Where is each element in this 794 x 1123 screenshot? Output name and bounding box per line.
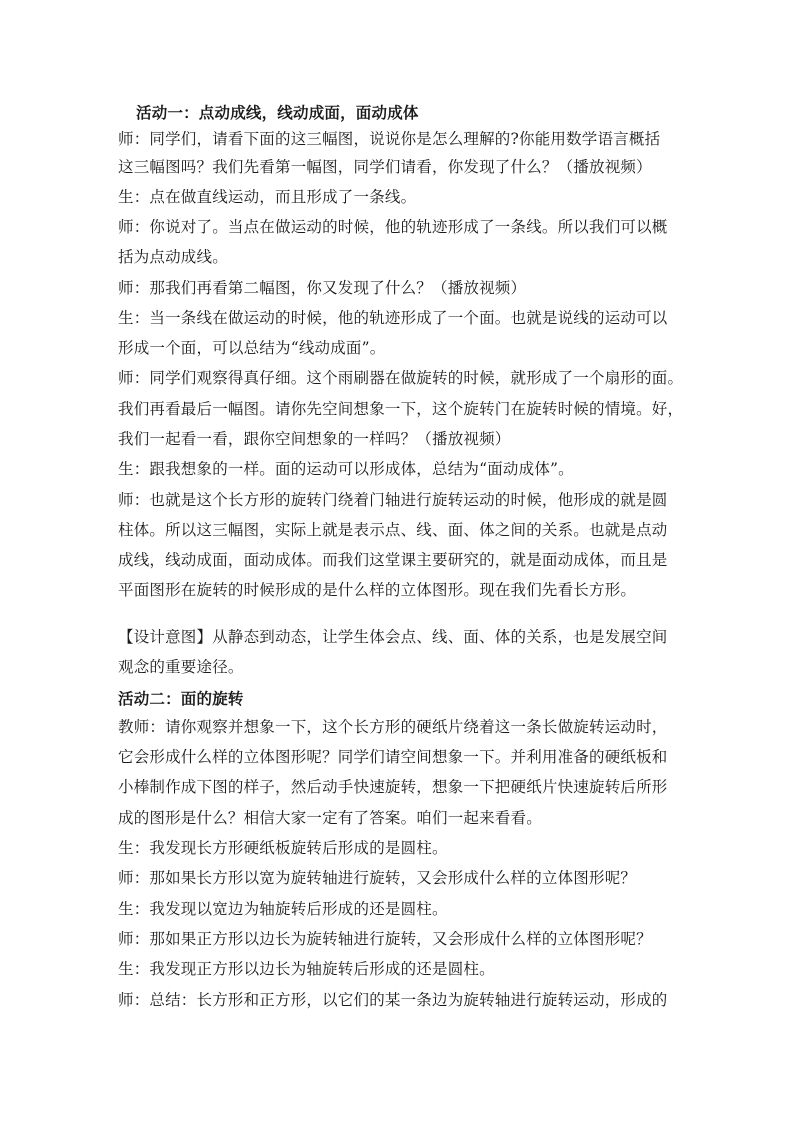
paragraph-line: 生：我发现以宽边为轴旋转后形成的还是圆柱。 (118, 900, 448, 918)
paragraph-line: 生：当一条线在做运动的时候，他的轨迹形成了一个面。也就是说线的运动可以 (118, 309, 668, 327)
paragraph-line: 我们一起看一看，跟你空间想象的一样吗？（播放视频） (118, 430, 511, 448)
paragraph-line: 生：我发现正方形以边长为轴旋转后形成的还是圆柱。 (118, 960, 495, 978)
paragraph-line: 生：跟我想象的一样。面的运动可以形成体，总结为“面动成体”。 (118, 460, 574, 478)
paragraph-line: 括为点动成线。 (118, 248, 228, 266)
paragraph-line: 我们再看最后一幅图。请你先空间想象一下，这个旋转门在旋转时候的情境。好， (118, 400, 684, 418)
paragraph-line: 形成一个面，可以总结为“线动成面”。 (118, 339, 386, 357)
activity-two-heading: 活动二：面的旋转 (118, 689, 244, 708)
paragraph-line: 小棒制作成下图的样子，然后动手快速旋转，想象一下把硬纸片快速旋转后所形 (118, 778, 668, 796)
paragraph-line: 柱体。所以这三幅图，实际上就是表示点、线、面、体之间的关系。也就是点动 (118, 521, 668, 539)
paragraph-line: 教师：请你观察并想象一下，这个长方形的硬纸片绕着这一条长做旋转运动时， (118, 718, 668, 736)
paragraph-line: 师：那如果长方形以宽为旋转轴进行旋转，又会形成什么样的立体图形呢？ (118, 869, 637, 887)
paragraph-line: 师：同学们观察得真仔细。这个雨刷器在做旋转的时候，就形成了一个扇形的面。 (118, 369, 684, 387)
paragraph-line: 成的图形是什么？相信大家一定有了答案。咱们一起来看看。 (118, 809, 542, 827)
paragraph-line: 师：同学们，请看下面的这三幅图，说说你是怎么理解的?你能用数学语言概括 (118, 130, 661, 148)
paragraph-line: 成线，线动成面，面动成体。而我们这堂课主要研究的，就是面动成体，而且是 (118, 551, 668, 569)
activity-one-heading: 活动一：点动成线，线动成面，面动成体 (136, 103, 419, 122)
paragraph-line: 师：那我们再看第二幅图，你又发现了什么？（播放视频） (118, 279, 527, 297)
paragraph-line: 师：也就是这个长方形的旋转门绕着门轴进行旋转运动的时候，他形成的就是圆 (118, 491, 668, 509)
paragraph-line: 观念的重要途径。 (118, 658, 244, 676)
paragraph-line: 师：你说对了。当点在做运动的时候，他的轨迹形成了一条线。所以我们可以概 (118, 218, 668, 236)
paragraph-line: 生：点在做直线运动，而且形成了一条线。 (118, 188, 417, 206)
paragraph-line: 师：总结：长方形和正方形，以它们的某一条边为旋转轴进行旋转运动，形成的 (118, 991, 668, 1009)
paragraph-line: 生：我发现长方形硬纸板旋转后形成的是圆柱。 (118, 839, 448, 857)
paragraph-line: 它会形成什么样的立体图形呢？同学们请空间想象一下。并利用准备的硬纸板和 (118, 748, 668, 766)
paragraph-line: 平面图形在旋转的时候形成的是什么样的立体图形。现在我们先看长方形。 (118, 581, 637, 599)
paragraph-line: 师：那如果正方形以边长为旋转轴进行旋转，又会形成什么样的立体图形呢？ (118, 930, 652, 948)
paragraph-line: 这三幅图吗？我们先看第一幅图，同学们请看，你发现了什么？（播放视频） (118, 158, 652, 176)
design-intent-line: 【设计意图】从静态到动态，让学生体会点、线、面、体的关系，也是发展空间 (118, 628, 668, 646)
